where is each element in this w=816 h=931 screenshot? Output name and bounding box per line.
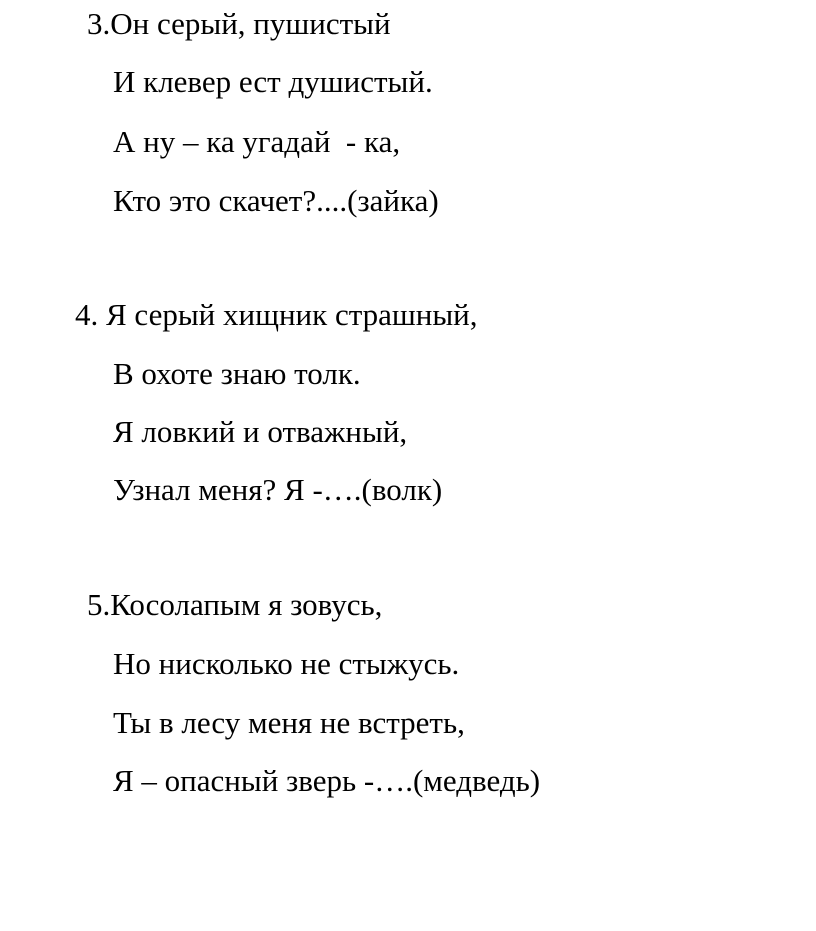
- riddle-line: А ну – ка угадай - ка,: [113, 124, 401, 159]
- riddle-line: Я ловкий и отважный,: [113, 414, 408, 449]
- riddle-line: Ты в лесу меня не встреть,: [113, 705, 465, 740]
- riddle-answer-line: Кто это скачет?....(зайка): [113, 183, 439, 218]
- riddle-line: 5.Косолапым я зовусь,: [87, 587, 383, 622]
- riddle-line: 4. Я серый хищник страшный,: [75, 297, 478, 332]
- riddle-line: В охоте знаю толк.: [113, 356, 361, 391]
- riddle-answer-line: Я – опасный зверь -….(медведь): [113, 763, 541, 798]
- riddle-line: 3.Он серый, пушистый: [87, 6, 391, 41]
- riddle-line: Но нисколько не стыжусь.: [113, 646, 460, 681]
- riddle-line: И клевер ест душистый.: [113, 64, 433, 99]
- riddle-answer-line: Узнал меня? Я -….(волк): [113, 472, 443, 507]
